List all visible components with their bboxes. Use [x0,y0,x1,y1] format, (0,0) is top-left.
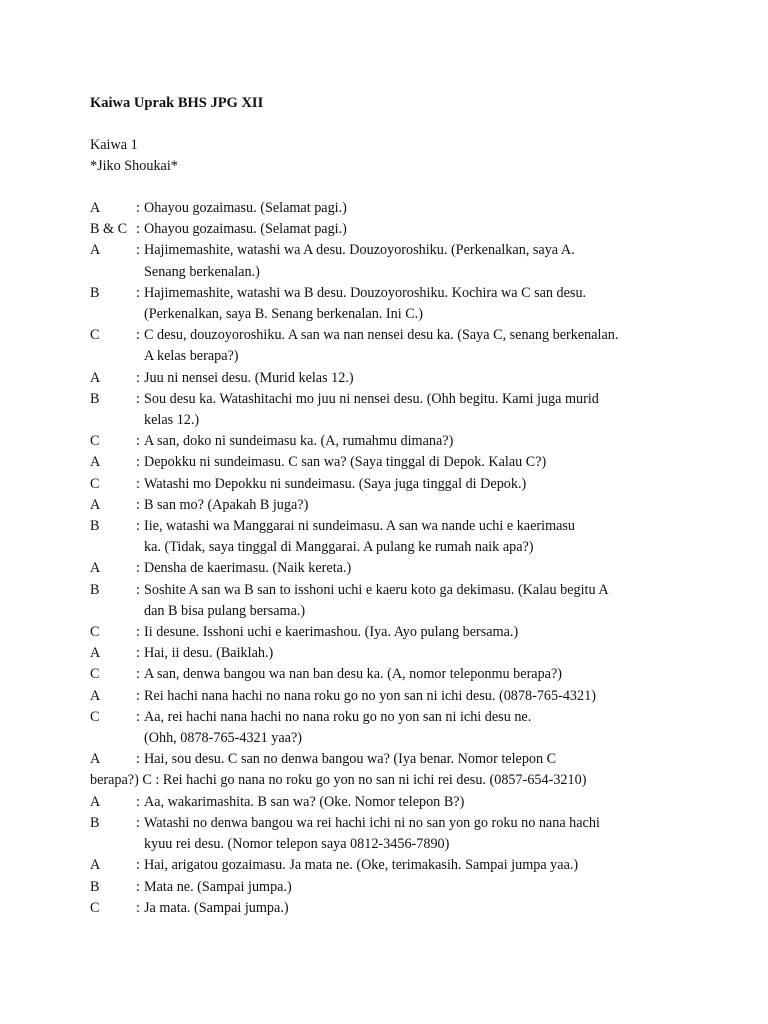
dialogue-line [90,495,710,516]
dialogue-text-main: Juu ni nensei desu. (Murid kelas 12.) [144,369,354,386]
speaker-label: C [90,433,100,450]
dialogue-text-continuation: Senang berkenalan.) [144,263,260,280]
dialogue-line [90,198,710,219]
speaker-separator: : [136,284,140,301]
dialogue-wrapped-line: berapa?) C : Rei hachi go nana no roku go yon no san ni ichi rei desu. (0857-654-3210) [90,772,587,789]
dialogue-line [90,452,710,473]
speaker-label: C [90,708,100,725]
speaker-label: A [90,560,101,577]
dialogue-text-continuation: dan B bisa pulang bersama.) [144,602,306,619]
dialogue-line [90,219,710,240]
dialogue-line [90,686,710,707]
dialogue-line [90,516,710,558]
dialogue-line [90,749,710,770]
speaker-separator: : [136,390,140,407]
dialogue-text [144,707,710,749]
document-title: Kaiwa Uprak BHS JPG XII [90,95,264,111]
speaker-separator: : [136,857,140,874]
dialogue-text [144,219,710,240]
dialogue-text-continuation: kelas 12.) [144,412,200,429]
dialogue-text [144,431,710,452]
speaker-separator: : [136,708,140,725]
speaker-separator: : [136,751,140,768]
speaker-separator: : [136,475,140,492]
speaker-label: A [90,645,101,662]
speaker-label: C [90,624,100,641]
speaker-label: A [90,496,101,513]
speaker-separator: : [136,793,140,810]
speaker-separator: : [136,369,140,386]
dialogue-text-main: Sou desu ka. Watashitachi mo juu ni nensei desu. (Ohh begitu. Kami juga murid [144,390,599,407]
speaker-label: A [90,454,101,471]
speaker-separator: : [136,687,140,704]
dialogue-text-main: A san, doko ni sundeimasu ka. (A, rumahmu dimana?) [144,433,454,450]
dialogue-line [90,643,710,664]
speaker-label: B [90,878,100,895]
dialogue-text [144,198,710,219]
dialogue-line [90,813,710,855]
dialogue-text-continuation: (Perkenalkan, saya B. Senang berkenalan. Ini C.) [144,306,423,323]
dialogue-text-main: Hai, arigatou gozaimasu. Ja mata ne. (Oke, terimakasih. Sampai jumpa yaa.) [144,857,579,874]
section-title: Kaiwa 1 [90,137,138,153]
dialogue-line [90,792,710,813]
dialogue-text [144,749,710,770]
dialogue-text-main: Depokku ni sundeimasu. C san wa? (Saya tinggal di Depok. Kalau C?) [144,454,547,471]
speaker-separator: : [136,645,140,662]
dialogue-text-continuation: ka. (Tidak, saya tinggal di Manggarai. A pulang ke rumah naik apa?) [144,539,534,556]
dialogue-text-main: Ii desune. Isshoni uchi e kaerimashou. (Iya. Ayo pulang bersama.) [144,624,519,641]
dialogue-text-main: Mata ne. (Sampai jumpa.) [144,878,292,895]
dialogue-text [144,622,710,643]
dialogue-text [144,516,710,558]
speaker-label: A [90,793,101,810]
dialogue-text [144,664,710,685]
dialogue-text [144,325,710,367]
dialogue-text-continuation: A kelas berapa?) [144,348,239,365]
dialogue-text [144,898,710,919]
dialogue-line [90,240,710,282]
dialogue-line [90,558,710,579]
dialogue-text [144,792,710,813]
dialogue-text-main: Ohayou gozaimasu. (Selamat pagi.) [144,200,347,216]
speaker-separator: : [136,581,140,598]
speaker-label: B [90,284,100,301]
dialogue-line [90,622,710,643]
speaker-label: B [90,814,100,831]
dialogue-text-main: A san, denwa bangou wa nan ban desu ka. (A, nomor teleponmu berapa?) [144,666,563,683]
dialogue-line [90,664,710,685]
dialogue-text-main: Iie, watashi wa Manggarai ni sundeimasu. A san wa nande uchi e kaerimasu [144,518,576,535]
dialogue-text [144,240,710,282]
speaker-separator: : [136,327,140,344]
speaker-label: A [90,200,101,216]
dialogue-text-main: Watashi mo Depokku ni sundeimasu. (Saya juga tinggal di Depok.) [144,475,527,492]
dialogue-line [90,580,710,622]
dialogue-text-main: Densha de kaerimasu. (Naik kereta.) [144,560,352,577]
section-subtitle: *Jiko Shoukai* [90,158,178,174]
speaker-separator: : [136,200,140,216]
dialogue-text-main: B san mo? (Apakah B juga?) [144,496,309,513]
dialogue-text-continuation: (Ohh, 0878-765-4321 yaa?) [144,730,302,747]
dialogue-text-main: Hai, ii desu. (Baiklah.) [144,645,274,662]
dialogue-text-continuation: kyuu rei desu. (Nomor telepon saya 0812-3456-7890) [144,836,450,853]
dialogue-line [90,389,710,431]
speaker-label: C [90,666,100,683]
speaker-label: A [90,751,101,768]
speaker-separator: : [136,433,140,450]
dialogue-text-main: Hajimemashite, watashi wa B desu. Douzoyoroshiku. Kochira wa C san desu. [144,284,587,301]
dialogue-text [144,558,710,579]
dialogue-line [90,898,710,919]
speaker-separator: : [136,878,140,895]
dialogue-text-main: Soshite A san wa B san to isshoni uchi e kaeru koto ga dekimasu. (Kalau begitu A [144,581,609,598]
dialogue-text-main: Watashi no denwa bangou wa rei hachi ichi ni no san yon go roku no nana hachi [144,814,600,831]
speaker-label: C [90,327,100,344]
speaker-separator: : [136,518,140,535]
speaker-separator: : [136,814,140,831]
dialogue-line [90,707,710,749]
dialogue [90,198,710,919]
dialogue-text [144,283,710,325]
dialogue-line [90,855,710,876]
dialogue-line [90,283,710,325]
speaker-separator: : [136,454,140,471]
speaker-separator: : [136,666,140,683]
dialogue-text [144,389,710,431]
dialogue-line [90,368,710,389]
speaker-separator: : [136,496,140,513]
speaker-separator: : [136,560,140,577]
dialogue-text-main: Ja mata. (Sampai jumpa.) [144,899,289,916]
dialogue-text-main: C desu, douzoyoroshiku. A san wa nan nensei desu ka. (Saya C, senang berkenalan. [144,327,619,344]
dialogue-text-main: Ohayou gozaimasu. (Selamat pagi.) [144,221,347,238]
dialogue-text [144,368,710,389]
speaker-label: B & C [90,221,128,238]
speaker-label: B [90,518,100,535]
speaker-label: B [90,581,100,598]
document-page [90,93,710,919]
speaker-label: C [90,475,100,492]
dialogue-line [90,474,710,495]
speaker-label: A [90,369,101,386]
speaker-label: A [90,242,101,259]
dialogue-text-main: Hai, sou desu. C san no denwa bangou wa? (Iya benar. Nomor telepon C [144,751,557,768]
dialogue-line [90,877,710,898]
dialogue-text [144,452,710,473]
dialogue-text-main: Hajimemashite, watashi wa A desu. Douzoyoroshiku. (Perkenalkan, saya A. [144,242,575,259]
dialogue-line [90,431,710,452]
dialogue-text [144,643,710,664]
dialogue-text [144,495,710,516]
speaker-separator: : [136,242,140,259]
speaker-separator: : [136,221,140,238]
dialogue-text [144,474,710,495]
speaker-label: B [90,390,100,407]
dialogue-text-main: Aa, wakarimashita. B san wa? (Oke. Nomor telepon B?) [144,793,465,810]
speaker-label: A [90,857,101,874]
dialogue-text-main: Aa, rei hachi nana hachi no nana roku go no yon san ni ichi desu ne. [144,708,532,725]
dialogue-text [144,877,710,898]
speaker-label: A [90,687,101,704]
speaker-label: C [90,899,100,916]
dialogue-text [144,813,710,855]
speaker-separator: : [136,624,140,641]
dialogue-text [144,686,710,707]
speaker-separator: : [136,899,140,916]
dialogue-text [144,855,710,876]
dialogue-text [144,580,710,622]
dialogue-line [90,325,710,367]
dialogue-text-main: Rei hachi nana hachi no nana roku go no yon san ni ichi desu. (0878-765-4321) [144,687,596,704]
